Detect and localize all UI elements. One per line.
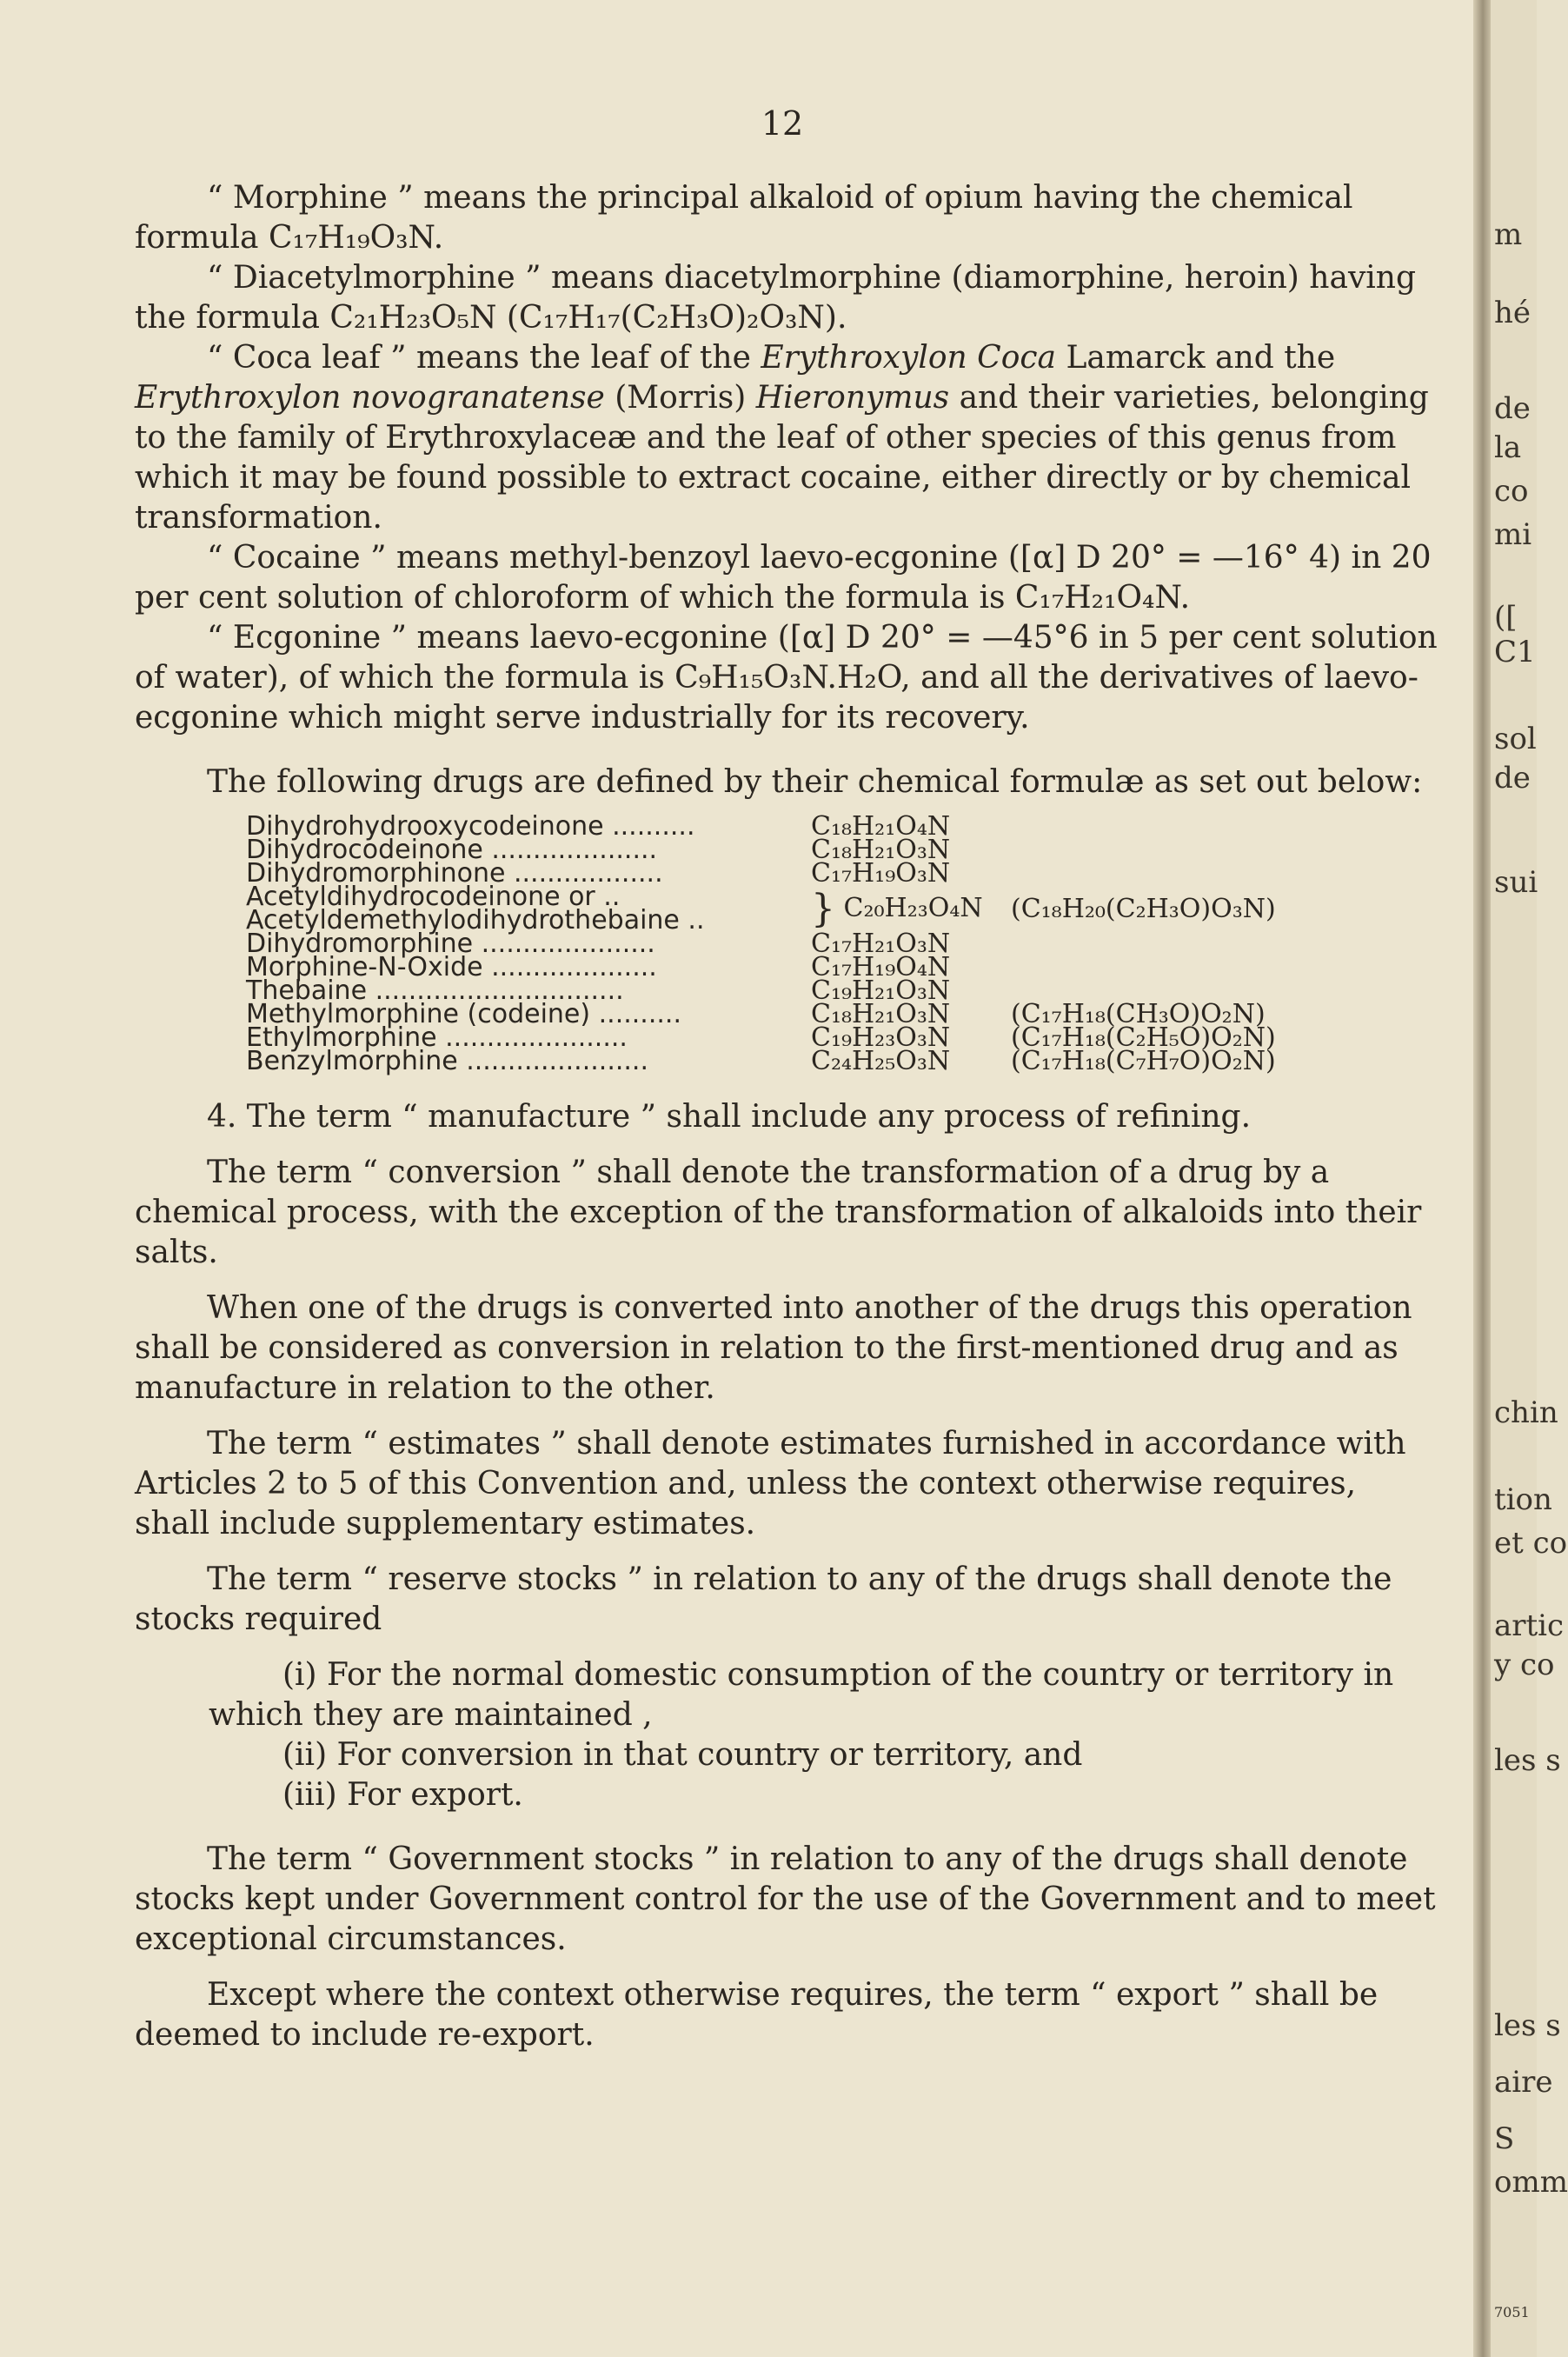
- term-estimates: The term “ estimates ” shall denote estimates furnished in accordance with Articles 2 to 5 of this Convention and, unless the context otherwise requires, shall include supplementary estimates.: [135, 1426, 1406, 1541]
- fragment: hé: [1494, 296, 1531, 330]
- fragment: y co: [1494, 1648, 1555, 1682]
- drug-name: Thebaine ..............................: [246, 975, 624, 1006]
- drug-alt-formula: [1011, 932, 1276, 955]
- drug-name-group: [246, 882, 811, 935]
- formulae-table: [246, 811, 1276, 1076]
- drug-name: Dihydrocodeinone ....................: [246, 835, 658, 865]
- book-gutter: [1473, 0, 1491, 2357]
- drug-alt-formula: [1011, 955, 1276, 979]
- formulae-intro: The following drugs are defined by their chemical formulæ as set out below:: [207, 764, 1423, 800]
- fragment: omm: [1494, 2165, 1568, 2200]
- term-export: Except where the context otherwise requires, the term “ export ” shall be deemed to include re-export.: [135, 1977, 1379, 2053]
- fragment: artic: [1494, 1608, 1565, 1643]
- fragment: mi: [1494, 517, 1532, 552]
- definition-coca-leaf: “ Coca leaf ” means the leaf of the Erythroxylon Coca Lamarck and the Erythroxylon novogranatense (Morris) Hieronymus and their varieties, belonging to the family of Erythroxylaceæ and the leaf of other species of this genus from which it may be found possible to extract cocaine, either directly or by chemical transformation.: [135, 340, 1429, 536]
- fragment: de: [1494, 761, 1531, 796]
- drug-formula: C₁₈H₂₁O₄N: [811, 811, 951, 842]
- term-manufacture: 4. The term “ manufacture ” shall include any process of refining.: [207, 1099, 1252, 1135]
- fragment: ([: [1494, 600, 1518, 635]
- fragment: tion: [1494, 1482, 1552, 1517]
- drug-formula: C₁₉H₂₁O₃N: [811, 975, 951, 1006]
- drug-name: Benzylmorphine ......................: [246, 1046, 648, 1076]
- page-number: 12: [761, 104, 804, 143]
- drug-formula: } C₂₀H₂₃O₄N: [811, 887, 983, 932]
- drug-alt-formula: [1011, 838, 1276, 862]
- drug-alt-formula: (C₁₇H₁₈(C₂H₅O)O₂N): [1011, 1022, 1276, 1053]
- term-government-stocks: The term “ Government stocks ” in relation to any of the drugs shall denote stocks kept under Government control for the use of the Government and to meet exceptional circumstances.: [135, 1841, 1436, 1957]
- facing-page-edge: [1491, 0, 1568, 2357]
- fragment: la: [1494, 430, 1522, 465]
- drug-formula: C₁₇H₁₉O₄N: [811, 952, 951, 982]
- drug-formula: C₁₉H₂₃O₃N: [811, 1022, 951, 1053]
- term-conversion: The term “ conversion ” shall denote the transformation of a drug by a chemical process, with the exception of the transformation of alkaloids into their salts.: [135, 1155, 1422, 1270]
- drug-alt-formula: (C₁₈H₂₀(C₂H₃O)O₃N): [1011, 893, 1276, 924]
- reserve-item-iii: (iii) For export.: [282, 1777, 523, 1813]
- drug-alt-formula: [1011, 815, 1276, 838]
- fragment: sui: [1494, 865, 1538, 900]
- definitions-block: [135, 178, 1438, 2055]
- drug-name: Dihydrohydrooxycodeinone ..........: [246, 811, 695, 842]
- definition-morphine: “ Morphine ” means the principal alkaloid of opium having the chemical formula C₁₇H₁₉O₃N.: [135, 180, 1353, 256]
- definition-cocaine: “ Cocaine ” means methyl-benzoyl laevo-ecgonine ([α] D 20° = —16° 4) in 20 per cent solution of chloroform of which the formula is C₁₇H₂₁O₄N.: [135, 540, 1432, 616]
- fragment: les s: [1494, 2008, 1561, 2043]
- fragment: et co: [1494, 1526, 1568, 1561]
- table-row: [246, 885, 1276, 932]
- fragment: chin: [1494, 1395, 1558, 1430]
- drug-formula: C₁₈H₂₁O₃N: [811, 835, 951, 865]
- drug-name: Ethylmorphine ......................: [246, 1022, 628, 1053]
- drug-formula: C₂₄H₂₅O₃N: [811, 1046, 951, 1076]
- drug-alt-formula: (C₁₇H₁₈(C₇H₇O)O₂N): [1011, 1046, 1276, 1076]
- drug-name: Methylmorphine (codeine) ..........: [246, 999, 681, 1029]
- fragment: de: [1494, 391, 1531, 426]
- fragment: les s: [1494, 1743, 1561, 1778]
- drug-name: Acetyldihydrocodeinone or ..: [246, 882, 621, 912]
- print-stamp: 7051: [1494, 2304, 1530, 2320]
- reserve-item-i: (i) For the normal domestic consumption of the country or territory in which they are maintained ,: [209, 1657, 1394, 1733]
- fragment: C1: [1494, 635, 1536, 669]
- reserve-item-ii: (ii) For conversion in that country or territory, and: [282, 1737, 1083, 1773]
- drug-formula: C₁₇H₁₉O₃N: [811, 858, 951, 889]
- fragment: sol: [1494, 722, 1537, 756]
- drug-formula: C₁₈H₂₁O₃N: [811, 999, 951, 1029]
- fragment: aire: [1494, 2065, 1553, 2100]
- drug-name: Acetyldemethylodihydrothebaine ..: [246, 905, 705, 935]
- term-reserve-stocks: The term “ reserve stocks ” in relation to any of the drugs shall denote the stocks required: [135, 1561, 1392, 1637]
- table-row: [246, 1049, 1276, 1073]
- drug-name: Dihydromorphine .....................: [246, 929, 655, 959]
- drug-alt-formula: (C₁₇H₁₈(CH₃O)O₂N): [1011, 999, 1266, 1029]
- drug-formula: C₁₇H₂₁O₃N: [811, 929, 951, 959]
- drug-name: Morphine-N-Oxide ....................: [246, 952, 657, 982]
- drug-name: Dihydromorphinone ..................: [246, 858, 663, 889]
- fragment: S: [1494, 2121, 1515, 2156]
- fragment: co: [1494, 474, 1529, 509]
- brace-mark: }: [811, 887, 835, 932]
- fragment: m: [1494, 217, 1523, 252]
- definition-ecgonine: “ Ecgonine ” means laevo-ecgonine ([α] D 20° = —45°6 in 5 per cent solution of water), of which the formula is C₉H₁₅O₃N.H₂O, and all the derivatives of laevo-ecgonine which might serve industrially for its recovery.: [135, 620, 1438, 736]
- term-conversion-operation: When one of the drugs is converted into another of the drugs this operation shall be considered as conversion in relation to the first-mentioned drug and as manufacture in relation to the other.: [135, 1290, 1412, 1406]
- definition-diacetylmorphine: “ Diacetylmorphine ” means diacetylmorphine (diamorphine, heroin) having the formula C₂₁H₂₃O₅N (C₁₇H₁₇(C₂H₃O)₂O₃N).: [135, 260, 1417, 336]
- drug-alt-formula: [1011, 862, 1276, 885]
